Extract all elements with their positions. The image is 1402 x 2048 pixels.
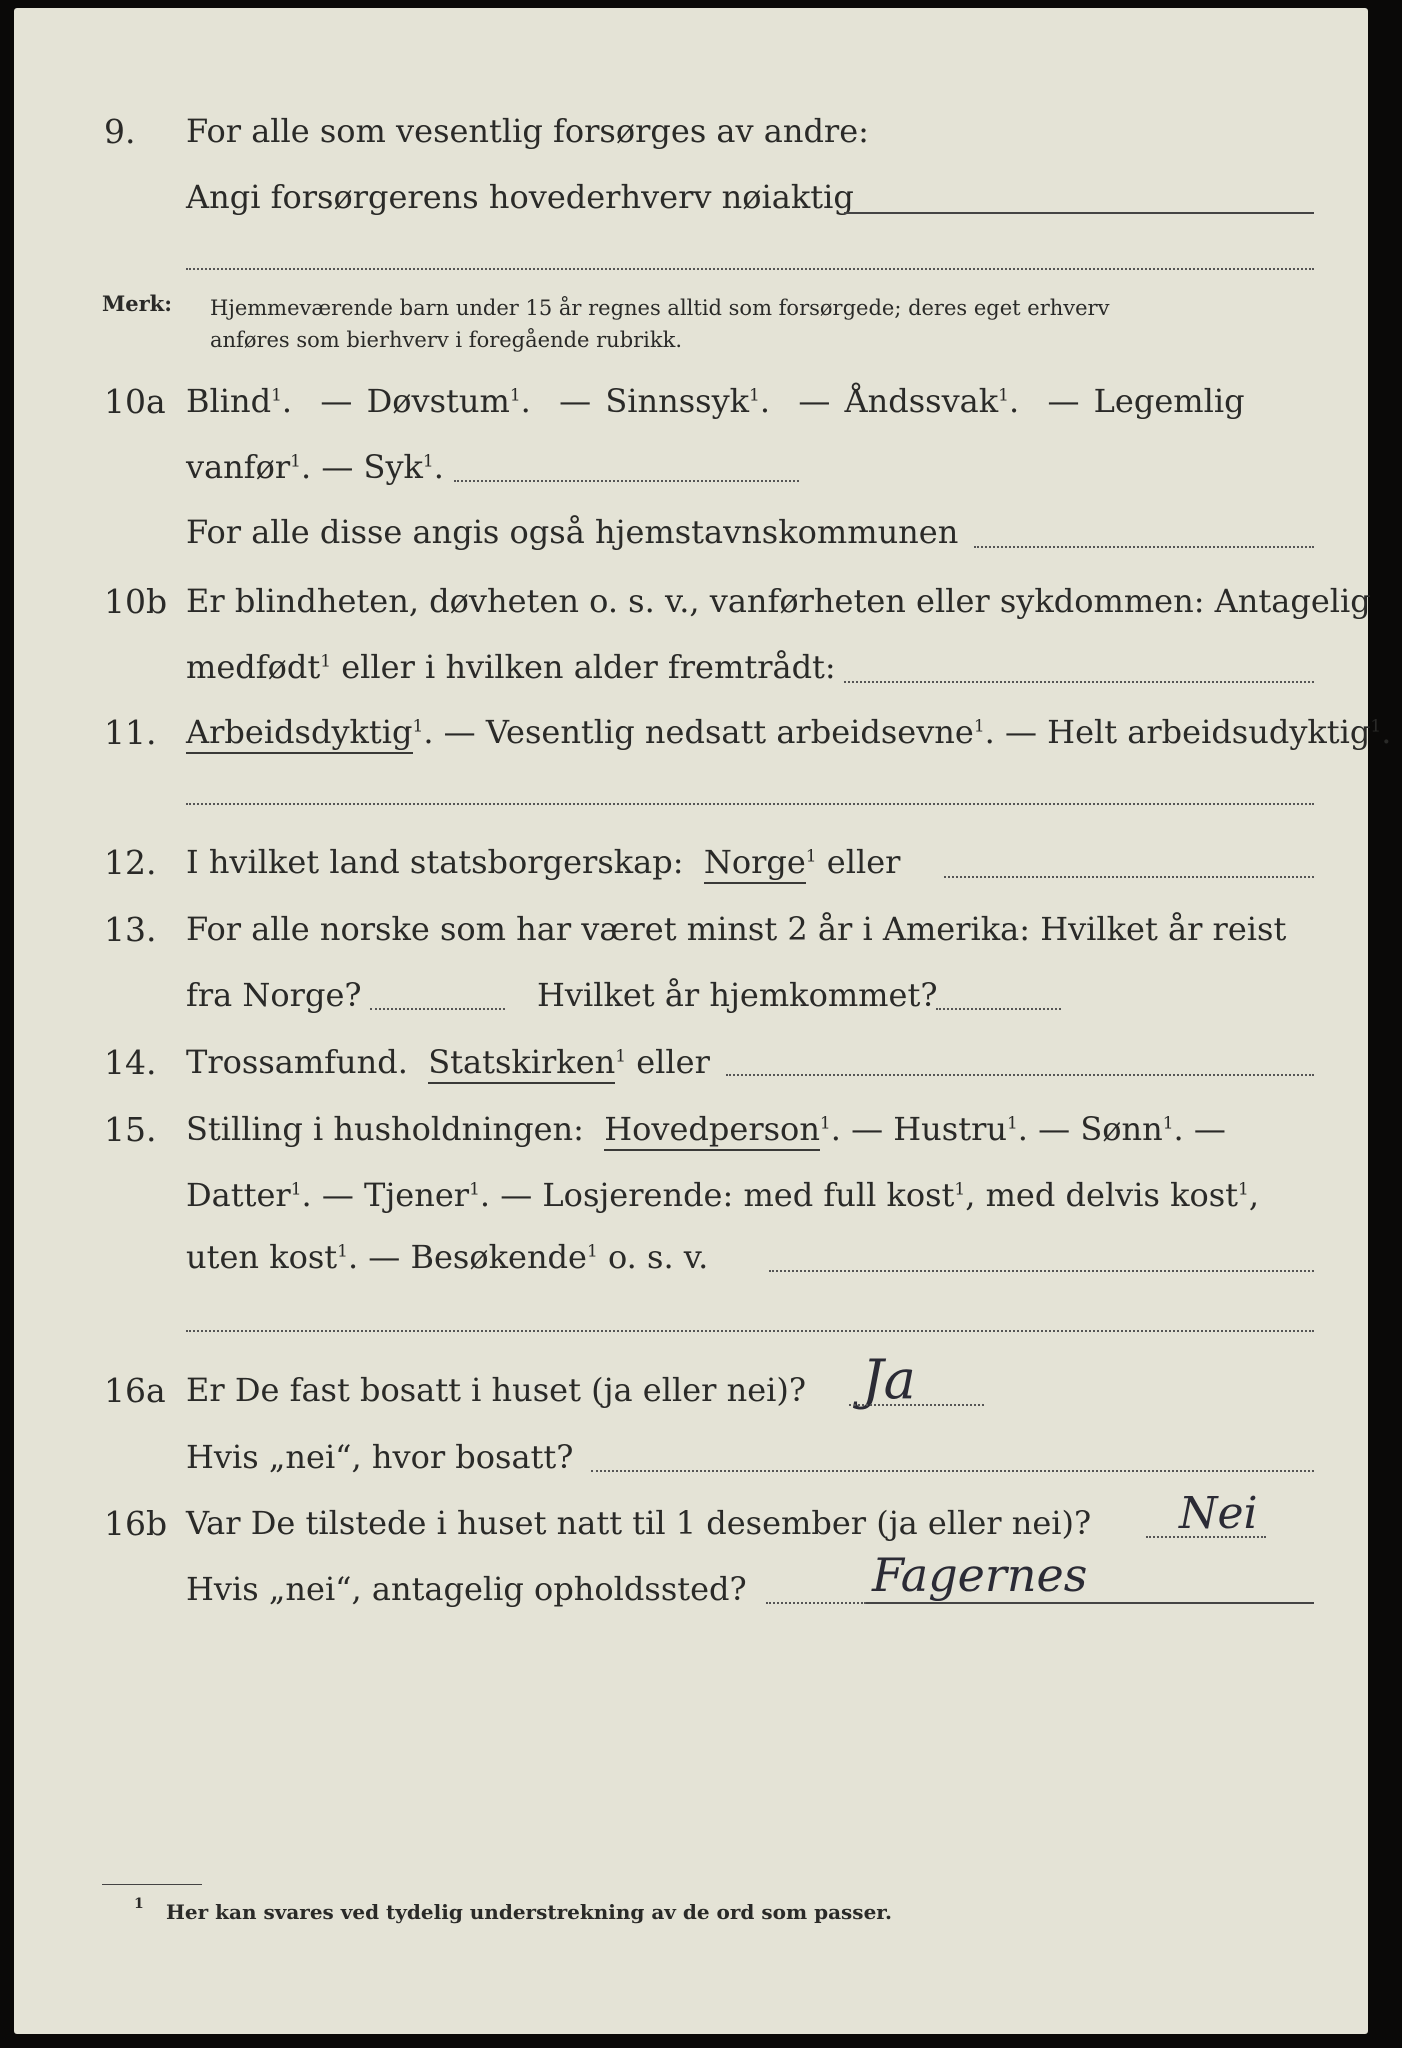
- merk-line2: anføres som bierhverv i foregående rubrikk.: [210, 328, 683, 352]
- option-hovedperson[interactable]: Hovedperson: [604, 1110, 820, 1151]
- q16a-answer-line[interactable]: [849, 1404, 984, 1406]
- option-sonn[interactable]: . — Sønn: [1017, 1110, 1163, 1148]
- q10a-line2: vanfør$^1$. — Syk$^1$.: [186, 448, 444, 486]
- q12-number: 12.: [104, 843, 157, 882]
- q16b-line2: Hvis „nei“, antagelig opholdssted?: [186, 1570, 747, 1608]
- option-uten-kost[interactable]: uten kost: [186, 1238, 338, 1276]
- q16a-number: 16a: [104, 1371, 166, 1410]
- option-blind[interactable]: Blind: [186, 382, 272, 420]
- q10a-syk-line[interactable]: [454, 480, 799, 482]
- merk-label: Merk:: [102, 291, 172, 316]
- option-full-kost[interactable]: . — Losjerende: med full kost: [479, 1176, 955, 1214]
- q10b-number: 10b: [104, 582, 168, 621]
- option-statskirken[interactable]: Statskirken: [428, 1043, 615, 1084]
- q11-number: 11.: [104, 713, 157, 752]
- option-dovstum[interactable]: — Døvstum: [320, 382, 510, 420]
- q14-line: Trossamfund. Statskirken$^1$ eller: [186, 1043, 710, 1081]
- option-arbeidsdyktig[interactable]: Arbeidsdyktig: [186, 713, 413, 754]
- q10a-kommune-line[interactable]: [974, 546, 1314, 548]
- q15-line3: uten kost$^1$. — Besøkende$^1$ o. s. v.: [186, 1238, 709, 1276]
- option-delvis-kost[interactable]: , med delvis kost: [965, 1176, 1239, 1214]
- q12-answer-line[interactable]: [944, 876, 1314, 878]
- q9-line2: Angi forsørgerens hovederhverv nøiaktig: [186, 178, 854, 216]
- q15-answer-line[interactable]: [769, 1270, 1314, 1272]
- q12-line: I hvilket land statsborgerskap: Norge$^1$ eller: [186, 843, 900, 881]
- q10a-line1: Blind$^1$. — Døvstum$^1$. — Sinnssyk$^1$. — Åndssvak$^1$. — Legemlig: [186, 382, 1245, 420]
- option-andssvak[interactable]: — Åndssvak: [798, 382, 999, 420]
- option-datter[interactable]: Datter: [186, 1176, 291, 1214]
- q11-extra-line[interactable]: [186, 803, 1314, 805]
- q16b-line1: Var De tilstede i huset natt til 1 desember (ja eller nei)?: [186, 1504, 1092, 1542]
- q14-number: 14.: [104, 1043, 157, 1082]
- q10a-number: 10a: [104, 382, 166, 421]
- merk-line1: Hjemmeværende barn under 15 år regnes alltid som forsørgede; deres eget erhverv: [210, 296, 1110, 320]
- census-form-page: [14, 8, 1392, 2034]
- q15-line1: Stilling i husholdningen: Hovedperson$^1$. — Hustru$^1$. — Sønn$^1$. —: [186, 1110, 1226, 1148]
- q10b-answer-line[interactable]: [844, 681, 1314, 683]
- q10a-line3: For alle disse angis også hjemstavnskommunen: [186, 513, 959, 551]
- q16a-bosatt-line[interactable]: [591, 1470, 1314, 1472]
- q9-number: 9.: [104, 112, 136, 151]
- option-udyktig[interactable]: . — Helt arbeidsudyktig: [984, 713, 1371, 751]
- option-nedsatt[interactable]: . — Vesentlig nedsatt arbeidsevne: [423, 713, 974, 751]
- q10b-line1: Er blindheten, døvheten o. s. v., vanførheten eller sykdommen: Antagelig: [186, 582, 1371, 620]
- q13-reist-line[interactable]: [370, 1008, 505, 1010]
- q15-number: 15.: [104, 1110, 157, 1149]
- q9-line1: For alle som vesentlig forsørges av andre:: [186, 112, 869, 150]
- q16a-line2: Hvis „nei“, hvor bosatt?: [186, 1438, 574, 1476]
- option-vanfor[interactable]: vanfør: [186, 448, 291, 486]
- q16a-handwritten-answer[interactable]: Ja: [862, 1348, 916, 1411]
- option-besokende[interactable]: . — Besøkende: [347, 1238, 587, 1276]
- footnote-mark: 1: [134, 1896, 144, 1912]
- q9-answer-line[interactable]: [844, 212, 1314, 214]
- option-legemlig[interactable]: — Legemlig: [1047, 382, 1245, 420]
- option-tjener[interactable]: . — Tjener: [301, 1176, 470, 1214]
- footnote-rule: [102, 1884, 202, 1885]
- footnote-text: Her kan svares ved tydelig understrekning av de ord som passer.: [166, 1900, 892, 1924]
- option-syk[interactable]: — Syk: [321, 448, 423, 486]
- q16b-number: 16b: [104, 1504, 168, 1543]
- q15-extra-line[interactable]: [186, 1330, 1314, 1332]
- q13-hjem-line[interactable]: [936, 1008, 1061, 1010]
- option-hustru[interactable]: . — Hustru: [830, 1110, 1007, 1148]
- q16b-place-line[interactable]: [866, 1602, 1314, 1604]
- option-sinnssyk[interactable]: — Sinnssyk: [559, 382, 750, 420]
- q9-extra-line[interactable]: [186, 268, 1314, 270]
- q13-line1: For alle norske som har været minst 2 år i Amerika: Hvilket år reist: [186, 910, 1287, 948]
- q11-line: Arbeidsdyktig$^1$. — Vesentlig nedsatt arbeidsevne$^1$. — Helt arbeidsudyktig$^1$.: [186, 713, 1391, 751]
- q15-line2: Datter$^1$. — Tjener$^1$. — Losjerende: med full kost$^1$, med delvis kost$^1$,: [186, 1176, 1260, 1214]
- q14-answer-line[interactable]: [726, 1074, 1314, 1076]
- option-norge[interactable]: Norge: [704, 843, 806, 884]
- q16b-handwritten-place[interactable]: Fagernes: [872, 1548, 1088, 1602]
- q13-number: 13.: [104, 910, 157, 949]
- q16b-answer-line[interactable]: [1146, 1536, 1266, 1538]
- q10b-line2: medfødt$^1$ eller i hvilken alder fremtrådt:: [186, 648, 836, 686]
- option-medfodt[interactable]: medfødt: [186, 648, 321, 686]
- q16a-line1: Er De fast bosatt i huset (ja eller nei)?: [186, 1371, 807, 1409]
- q13-hjem-label: Hvilket år hjemkommet?: [537, 976, 938, 1014]
- q16b-handwritten-answer[interactable]: Nei: [1179, 1488, 1258, 1539]
- q13-fra-label: fra Norge?: [186, 976, 362, 1014]
- q16b-place-dots: [766, 1602, 866, 1604]
